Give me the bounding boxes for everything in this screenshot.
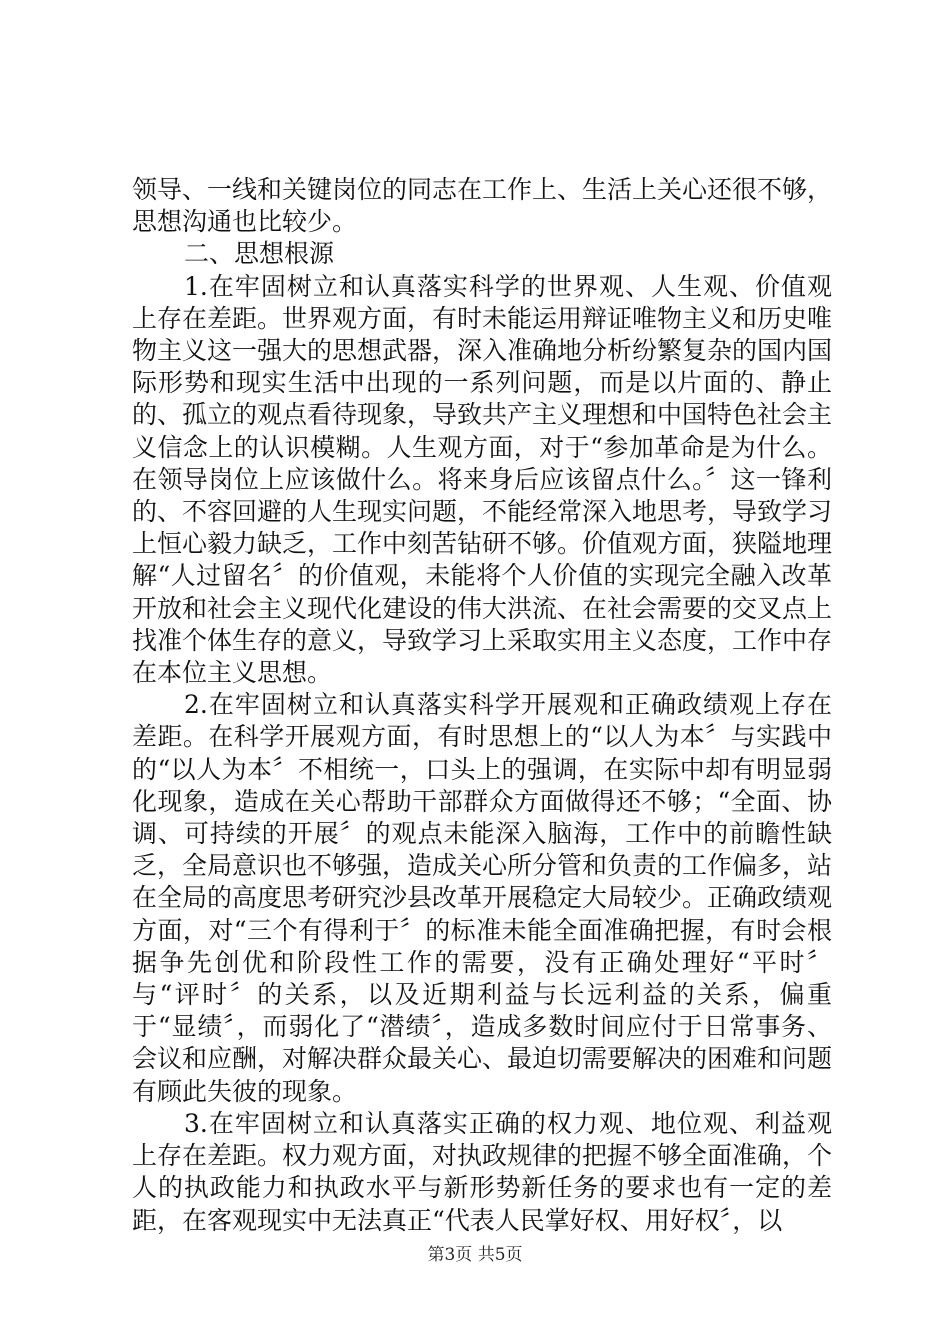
- paragraph-point-3: 3.在牢固树立和认真落实正确的权力观、地位观、利益观上存在差距。权力观方面，对执政规律的把握不够全面准确，个人的执政能力和执政水平与新形势新任务的要求也有一定的差距，在客观现实中无法真正“代表人民掌好权、用好权〞，以: [132, 1108, 833, 1235]
- paragraph-continuation: 领导、一线和关键岗位的同志在工作上、生活上关心还很不够，思想沟通也比较少。: [132, 175, 833, 237]
- document-body: [132, 174, 832, 1237]
- section-heading: 二、思想根源: [184, 239, 335, 269]
- page-number-label: 第3页 共5页: [427, 1245, 523, 1265]
- page-footer: [0, 1240, 950, 1265]
- paragraph-point-2: 2.在牢固树立和认真落实科学开展观和正确政绩观上存在差距。在科学开展观方面，有时思想上的“以人为本〞与实践中的“以人为本〞不相统一，口头上的强调，在实际中却有明显弱化现象，造成在关心帮助干部群众方面做得还不够；“全面、协调、可持续的开展〞的观点未能深入脑海，工作中的前瞻性缺乏，全局意识也不够强，造成关心所分管和负责的工作偏多，站在全局的高度思考研究沙县改革开展稳定大局较少。正确政绩观方面，对“三个有得利于〞的标准未能全面准确把握，有时会根据争先创优和阶段性工作的需要，没有正确处理好“平时〞与“评时〞的关系，以及近期利益与长远利益的关系，偏重于“显绩〞，而弱化了“潜绩〞，造成多数时间应付于日常事务、会议和应酬，对解决群众最关心、最迫切需要解决的困难和问题有顾此失彼的现象。: [132, 690, 833, 1106]
- paragraph-point-1: 1.在牢固树立和认真落实科学的世界观、人生观、价值观上存在差距。世界观方面，有时未能运用辩证唯物主义和历史唯物主义这一强大的思想武器，深入准确地分析纷繁复杂的国内国际形势和现实生活中出现的一系列问题，而是以片面的、静止的、孤立的观点看待现象，导致共产主义理想和中国特色社会主义信念上的认识模糊。人生观方面，对于“参加革命是为什么。在领导岗位上应该做什么。将来身后应该留点什么。〞这一锋利的、不容回避的人生现实问题，不能经常深入地思考，导致学习上恒心毅力缺乏，工作中刻苦钻研不够。价值观方面，狭隘地理解“人过留名〞的价值观，未能将个人价值的实现完全融入改革开放和社会主义现代化建设的伟大洪流、在社会需要的交叉点上找准个体生存的意义，导致学习上采取实用主义态度，工作中存在本位主义思想。: [132, 271, 833, 688]
